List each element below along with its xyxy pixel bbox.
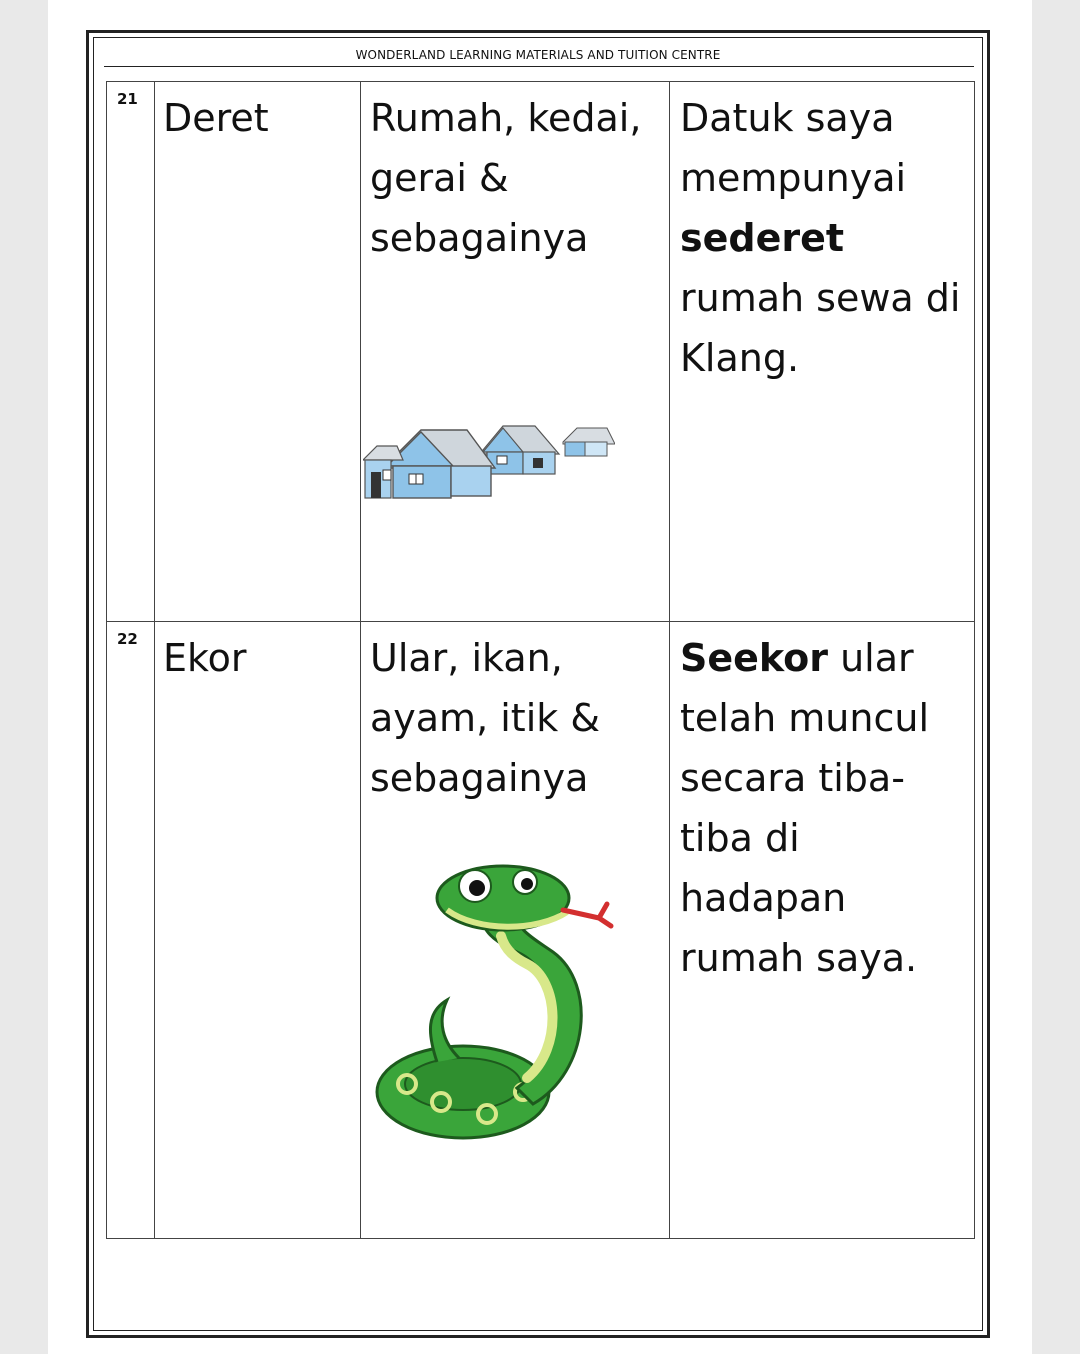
page-header: WONDERLAND LEARNING MATERIALS AND TUITION CENTRE: [355, 48, 721, 62]
category-cell: [361, 82, 670, 622]
category-line: Rumah, kedai,: [370, 96, 642, 140]
highlighted-word: sederet: [680, 216, 845, 260]
sentence-line: [680, 208, 970, 268]
category-line: sebagainya: [370, 756, 589, 800]
category-line: Ular, ikan,: [370, 636, 563, 680]
category-line: ayam, itik &: [370, 696, 600, 740]
sentence-cell: [670, 622, 975, 1239]
vocabulary-table: [106, 81, 975, 1239]
sentence-fragment: ular: [828, 636, 914, 680]
sentence-line: secara tiba-: [680, 756, 905, 800]
sentence-line: tiba di: [680, 816, 800, 860]
sentence-cell: [670, 82, 975, 622]
sentence-line: rumah saya.: [680, 936, 918, 980]
category-line: sebagainya: [370, 216, 589, 260]
table-row: [107, 82, 975, 622]
table-row: [107, 622, 975, 1239]
category-line: gerai &: [370, 156, 509, 200]
word-label: Deret: [163, 96, 269, 140]
houses-illustration: [363, 420, 615, 504]
word-cell: [155, 622, 361, 1239]
sentence-line: rumah sewa di: [680, 276, 961, 320]
sentence-line: Klang.: [680, 336, 800, 380]
row-number: 22: [107, 622, 155, 1239]
sentence-line: [680, 628, 970, 688]
sentence-line: Datuk saya: [680, 96, 895, 140]
word-cell: [155, 82, 361, 622]
sentence-line: telah muncul: [680, 696, 930, 740]
word-label: Ekor: [163, 636, 247, 680]
category-cell: [361, 622, 670, 1239]
highlighted-word: Seekor: [680, 636, 829, 680]
sentence-line: hadapan: [680, 876, 847, 920]
sentence-line: mempunyai: [680, 156, 907, 200]
header-divider: [104, 66, 974, 67]
row-number: 21: [107, 82, 155, 622]
snake-illustration: [367, 852, 617, 1146]
